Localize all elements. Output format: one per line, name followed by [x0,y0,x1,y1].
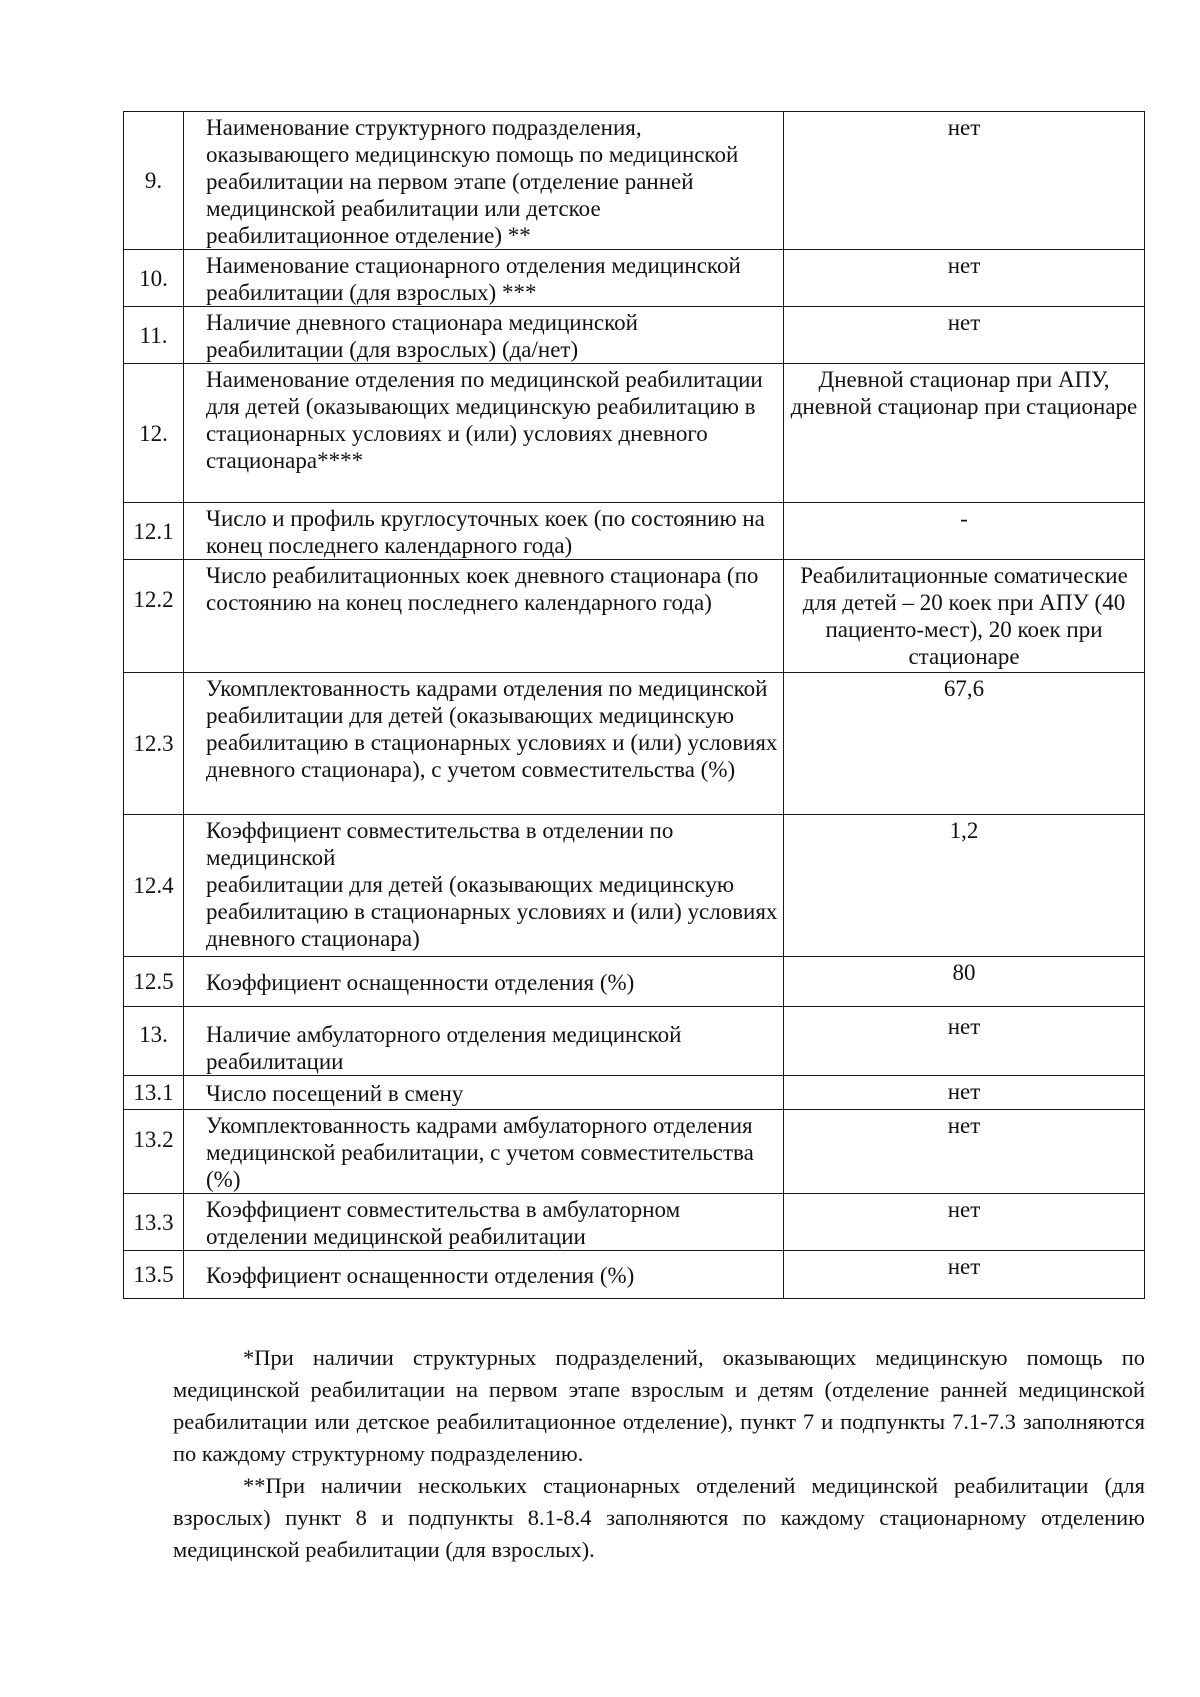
row-name: Наименование стационарного отделения медицинской реабилитации (для взрослых) *** [184,250,784,307]
footnotes [173,1342,1145,1566]
footnote-1: *При наличии структурных подразделений, оказывающих медицинскую помощь по медицинской реабилитации на первом этапе взрослым и детям (отделение ранней медицинской реабилитации или детское реабилитационное отделение), пункт 7 и подпункты 7.1-7.3 заполняются по каждому структурному подразделению. [173,1345,1145,1466]
row-number: 10. [124,250,184,307]
table-row [124,1194,1145,1251]
row-value: Дневной стационар при АПУ, дневной стационар при стационаре [784,364,1145,503]
table-row [124,1251,1145,1299]
row-value: нет [784,1251,1145,1299]
table-row [124,307,1145,364]
row-value: нет [784,307,1145,364]
row-number: 13.1 [124,1076,184,1110]
row-name: Наличие амбулаторного отделения медицинской реабилитации [184,1007,784,1076]
row-number: 13. [124,1007,184,1076]
table-row [124,1007,1145,1076]
row-value: 67,6 [784,673,1145,815]
row-value: нет [784,1110,1145,1194]
row-name: Число и профиль круглосуточных коек (по состоянию на конец последнего календарного года) [184,503,784,560]
table-row [124,957,1145,1007]
row-name: Коэффициент оснащенности отделения (%) [184,1251,784,1299]
row-number: 13.5 [124,1251,184,1299]
row-name: Число посещений в смену [184,1076,784,1110]
row-number: 12.4 [124,815,184,957]
table-row [124,815,1145,957]
table-row [124,250,1145,307]
row-name: Коэффициент оснащенности отделения (%) [184,957,784,1007]
row-value: 1,2 [784,815,1145,957]
row-value: нет [784,1007,1145,1076]
row-name: Число реабилитационных коек дневного стационара (по состоянию на конец последнего календарного года) [184,560,784,673]
row-value: Реабилитационные соматические для детей – 20 коек при АПУ (40 пациенто-мест), 20 коек при стационаре [784,560,1145,673]
row-value: нет [784,1194,1145,1251]
footnote-2: **При наличии нескольких стационарных отделений медицинской реабилитации (для взрослых) пункт 8 и подпункты 8.1-8.4 заполняются по каждому стационарному отделению медицинской реабилитации (для взрослых). [173,1473,1145,1562]
table-row [124,503,1145,560]
row-value: нет [784,1076,1145,1110]
row-value: нет [784,250,1145,307]
row-name: Коэффициент совместительства в амбулаторном отделении медицинской реабилитации [184,1194,784,1251]
table-row [124,673,1145,815]
table-row [124,1076,1145,1110]
row-number: 11. [124,307,184,364]
row-number: 12.2 [124,560,184,673]
row-number: 12.1 [124,503,184,560]
row-value: 80 [784,957,1145,1007]
row-name: Коэффициент совместительства в отделении по медицинской реабилитации для детей (оказывающих медицинскую реабилитацию в стационарных условиях и (или) условиях дневного стационара) [184,815,784,957]
row-number: 13.3 [124,1194,184,1251]
row-number: 12.3 [124,673,184,815]
table-row [124,560,1145,673]
row-name: Наименование отделения по медицинской реабилитации для детей (оказывающих медицинскую реабилитацию в стационарных условиях и (или) условиях дневного стационара**** [184,364,784,503]
row-name: Наличие дневного стационара медицинской реабилитации (для взрослых) (да/нет) [184,307,784,364]
table-row [124,112,1145,250]
row-name: Укомплектованность кадрами отделения по медицинской реабилитации для детей (оказывающих медицинскую реабилитацию в стационарных условиях и (или) условиях дневного стационара), с учетом совместительства (%) [184,673,784,815]
row-number: 9. [124,112,184,250]
row-name: Укомплектованность кадрами амбулаторного отделения медицинской реабилитации, с учетом совместительства (%) [184,1110,784,1194]
row-number: 12.5 [124,957,184,1007]
row-number: 12. [124,364,184,503]
row-name: Наименование структурного подразделения, оказывающего медицинскую помощь по медицинской реабилитации на первом этапе (отделение ранней медицинской реабилитации или детское реабилитационное отделение) ** [184,112,784,250]
table-row [124,364,1145,503]
row-value: - [784,503,1145,560]
row-number: 13.2 [124,1110,184,1194]
table-row [124,1110,1145,1194]
row-value: нет [784,112,1145,250]
rehabilitation-table [123,111,1145,1299]
